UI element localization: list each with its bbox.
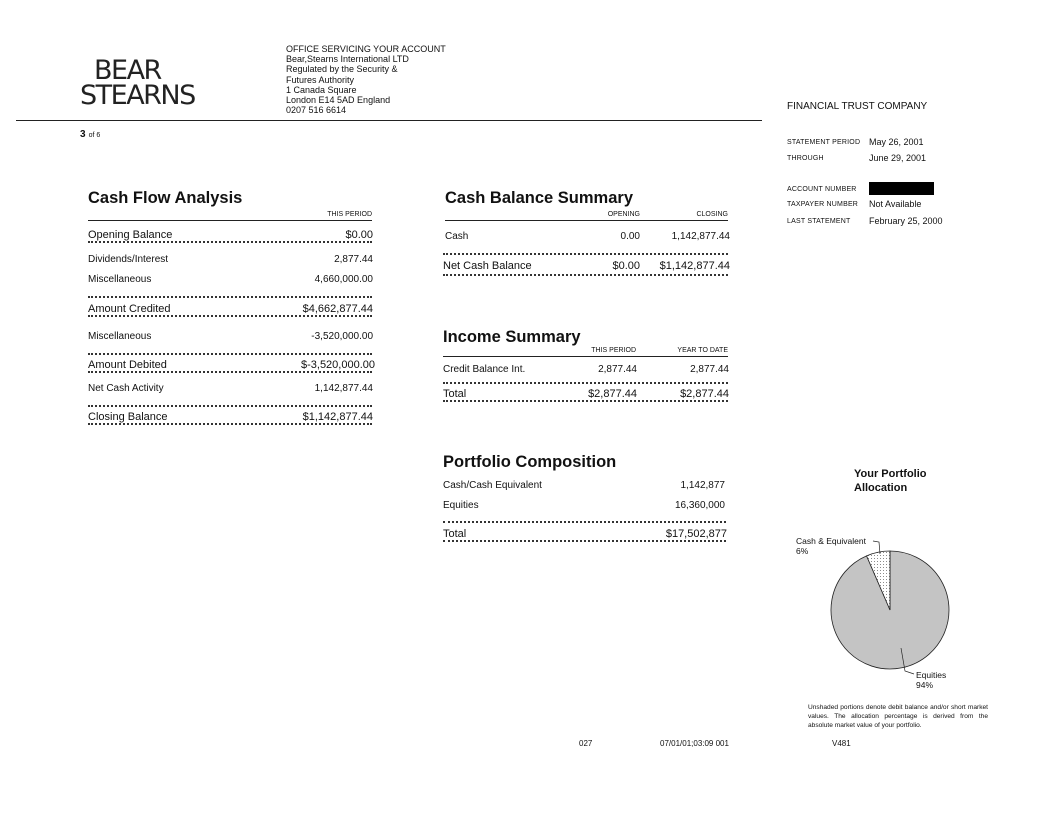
page-number: [80, 129, 100, 140]
income-total-period: $2,877.44: [588, 388, 637, 400]
amount-debited-value: $-3,520,000.00: [300, 359, 375, 371]
cash-opening: 0.00: [620, 231, 640, 242]
taxpayer-number-value: Not Available: [869, 199, 922, 209]
equities-value: 16,360,000: [674, 500, 725, 511]
account-number-label: ACCOUNT NUMBER: [787, 186, 857, 193]
amount-debited-label: Amount Debited: [88, 359, 167, 371]
office-line: Bear,Stearns International LTD: [286, 54, 409, 65]
amount-credited-label: Amount Credited: [88, 303, 171, 315]
statement-period-label: STATEMENT PERIOD: [787, 139, 861, 146]
divider: [443, 400, 728, 402]
office-line: London E14 5AD England: [286, 95, 391, 106]
misc-credit-value: 4,660,000.00: [314, 274, 373, 285]
col-this-period: THIS PERIOD: [591, 347, 636, 354]
divider: [88, 296, 372, 298]
portfolio-total-value: $17,502,877: [665, 528, 727, 540]
income-total-label: Total: [443, 388, 467, 400]
closing-balance-value: $1,142,877.44: [302, 411, 373, 423]
footer-timestamp: 07/01/01;03:09 001: [660, 739, 729, 748]
office-line: OFFICE SERVICING YOUR ACCOUNT: [286, 44, 446, 54]
equities-slice-name: Equities: [916, 670, 947, 680]
credit-balance-int-period: 2,877.44: [598, 364, 637, 375]
equities-slice-pct: 94%: [916, 680, 934, 690]
cash-balance-title: Cash Balance Summary: [445, 189, 634, 207]
divider: [443, 521, 726, 523]
office-line: 0207 516 6614: [286, 105, 347, 116]
divider: [445, 220, 728, 221]
through-label: THROUGH: [787, 155, 824, 162]
income-title: Income Summary: [443, 328, 581, 346]
opening-balance-value: $0.00: [345, 229, 373, 241]
logo-line-2: STEARNS: [80, 80, 195, 111]
credit-balance-int-label: Credit Balance Int.: [443, 364, 526, 375]
cash-equivalent-value: 1,142,877: [680, 480, 725, 491]
net-cash-closing: $1,142,877.44: [659, 260, 730, 272]
page-total: of 6: [88, 132, 101, 139]
net-cash-balance-label: Net Cash Balance: [443, 260, 532, 272]
col-year-to-date: YEAR TO DATE: [677, 347, 728, 354]
allocation-title-line1: Your Portfolio: [854, 468, 927, 480]
net-cash-activity-value: 1,142,877.44: [314, 383, 373, 394]
misc-debit-label: Miscellaneous: [88, 331, 152, 342]
divider: [88, 220, 372, 221]
amount-credited-value: $4,662,877.44: [302, 303, 373, 315]
divider: [88, 405, 372, 407]
taxpayer-number-label: TAXPAYER NUMBER: [787, 201, 859, 208]
footer-version: V481: [832, 739, 851, 748]
divider: [88, 315, 372, 317]
last-statement-label: LAST STATEMENT: [787, 218, 851, 225]
divider: [443, 356, 728, 357]
equities-slice-label: [916, 670, 946, 690]
net-cash-opening: $0.00: [612, 260, 640, 272]
dividends-value: 2,877.44: [334, 254, 373, 265]
cash-flow-title: Cash Flow Analysis: [88, 189, 243, 207]
statement-period-value: May 26, 2001: [869, 137, 924, 147]
divider: [443, 382, 728, 384]
cash-slice-label: [796, 536, 866, 556]
misc-debit-value: -3,520,000.00: [311, 331, 373, 342]
office-address: [286, 44, 446, 115]
through-value: June 29, 2001: [869, 153, 927, 163]
divider: [88, 353, 372, 355]
logo-line-1: BEAR: [94, 55, 161, 86]
office-line: 1 Canada Square: [286, 84, 357, 95]
divider: [88, 423, 372, 425]
page-current: 3: [80, 129, 86, 140]
equities-label: Equities: [443, 500, 479, 511]
allocation-note: Unshaded portions denote debit balance and/or short market values. The allocation percentage is derived from the absolute market value of your portfolio.: [808, 704, 988, 729]
divider: [443, 540, 726, 542]
col-closing: CLOSING: [696, 211, 728, 218]
misc-credit-label: Miscellaneous: [88, 274, 152, 285]
allocation-title: [854, 467, 927, 495]
cash-label: Cash: [445, 231, 469, 242]
cash-equivalent-label: Cash/Cash Equivalent: [443, 480, 542, 491]
cash-closing: 1,142,877.44: [671, 231, 730, 242]
redacted-account-number: [869, 182, 934, 195]
divider: [443, 274, 728, 276]
divider: [88, 241, 372, 243]
allocation-title-line2: Allocation: [854, 482, 908, 494]
office-line: Futures Authority: [286, 74, 355, 85]
header-divider: [16, 120, 762, 121]
net-cash-activity-label: Net Cash Activity: [88, 383, 164, 394]
footer-code: 027: [579, 739, 593, 748]
last-statement-value: February 25, 2000: [869, 216, 943, 226]
divider: [88, 371, 372, 373]
cash-slice-pct: 6%: [796, 546, 809, 556]
cash-slice-name: Cash & Equivalent: [796, 536, 866, 546]
company-name: FINANCIAL TRUST COMPANY: [787, 101, 928, 112]
portfolio-title: Portfolio Composition: [443, 453, 617, 471]
office-line: Regulated by the Security &: [286, 64, 398, 75]
opening-balance-label: Opening Balance: [88, 229, 173, 241]
closing-balance-label: Closing Balance: [88, 411, 168, 423]
dividends-label: Dividends/Interest: [88, 254, 169, 265]
income-total-ytd: $2,877.44: [680, 388, 729, 400]
cash-flow-col-header: THIS PERIOD: [327, 211, 372, 218]
bear-stearns-logo: [80, 55, 195, 111]
portfolio-total-label: Total: [443, 528, 467, 540]
credit-balance-int-ytd: 2,877.44: [690, 364, 729, 375]
col-opening: OPENING: [607, 211, 640, 218]
divider: [443, 253, 728, 255]
